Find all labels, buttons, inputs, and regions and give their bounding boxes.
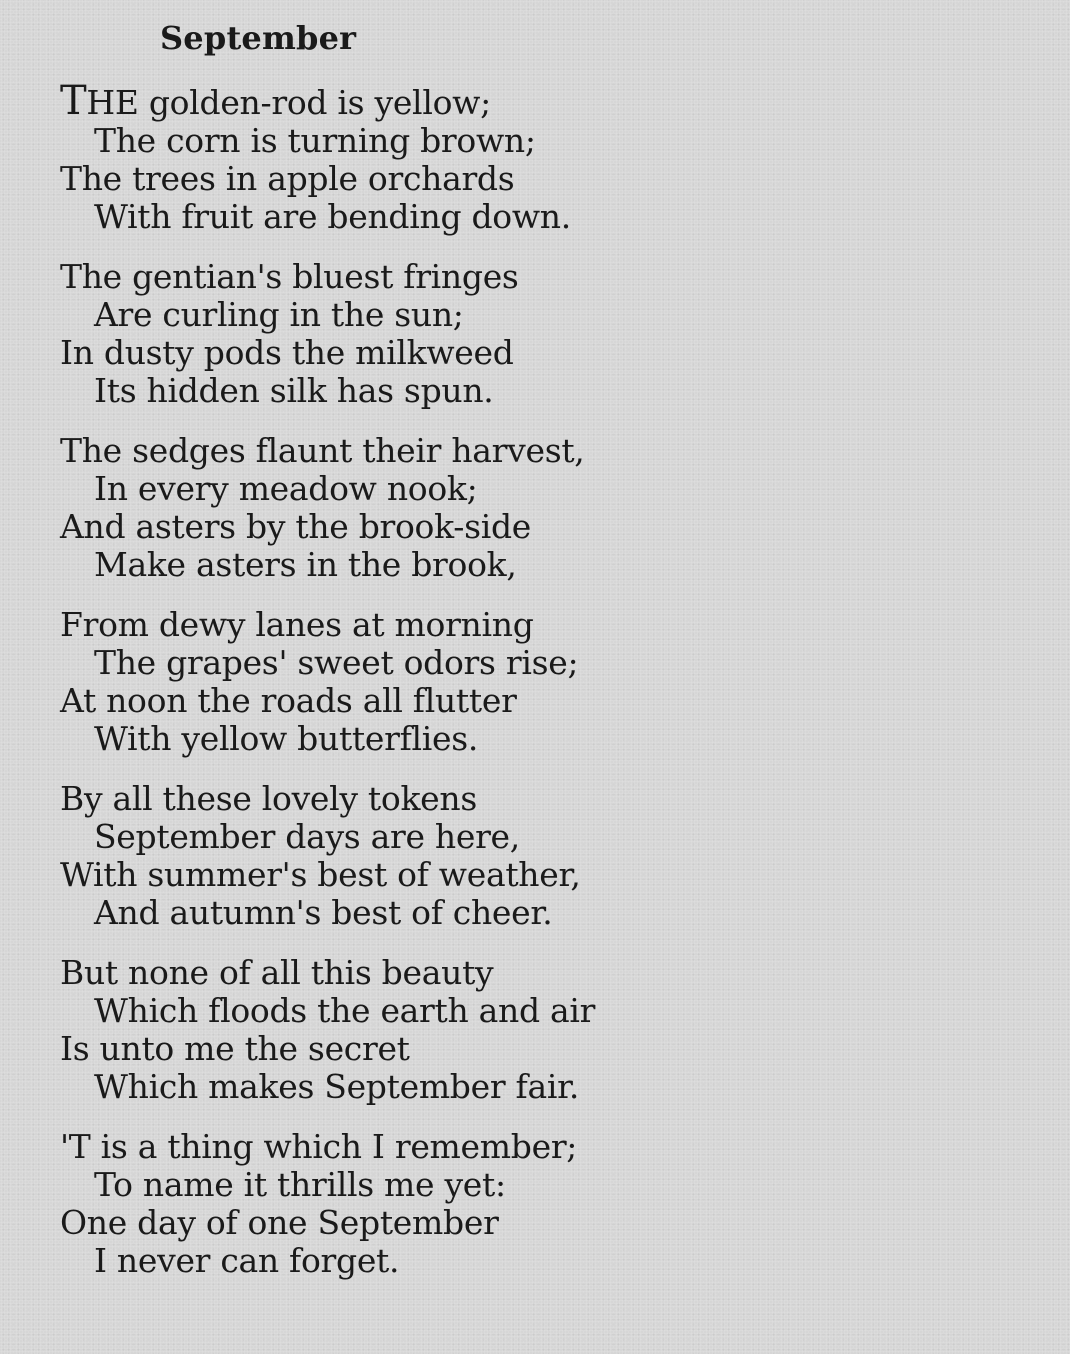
stanza-4 — [60, 606, 1020, 758]
poem-line: But none of all this beauty — [60, 953, 494, 992]
poem-line: Is unto me the secret — [60, 1029, 410, 1068]
poem-line: The corn is turning brown; — [94, 121, 536, 160]
poem-body — [60, 78, 1020, 1302]
poem-line: In dusty pods the milkweed — [60, 333, 514, 372]
poem-line: At noon the roads all flutter — [60, 681, 517, 720]
poem-line: I never can forget. — [94, 1241, 400, 1280]
poem-line: In every meadow nook; — [94, 469, 478, 508]
poem-line: Which floods the earth and air — [94, 991, 596, 1030]
poem-line: One day of one September — [60, 1203, 499, 1242]
poem-line: By all these lovely tokens — [60, 779, 477, 818]
poem-line: With fruit are bending down. — [94, 197, 571, 236]
poem-line: 'T is a thing which I remember; — [60, 1127, 578, 1166]
poem-line: And asters by the brook-side — [60, 507, 532, 546]
stanza-5 — [60, 780, 1020, 932]
poem-line: Are curling in the sun; — [94, 295, 464, 334]
stanza-6 — [60, 954, 1020, 1106]
poem-line: September days are here, — [94, 817, 520, 856]
poem-line: With summer's best of weather, — [60, 855, 581, 894]
drop-cap: T — [60, 78, 87, 124]
poem-line: To name it thrills me yet: — [94, 1165, 506, 1204]
stanza-3 — [60, 432, 1020, 584]
poem-line-text: HE golden-rod is yellow; — [86, 83, 491, 122]
poem-line: The grapes' sweet odors rise; — [94, 643, 579, 682]
stanza-7 — [60, 1128, 1020, 1280]
poem-line: Which makes September fair. — [94, 1067, 580, 1106]
poem-line: Its hidden silk has spun. — [94, 371, 494, 410]
poem-line: The trees in apple orchards — [60, 159, 515, 198]
poem-line: The gentian's bluest fringes — [60, 257, 519, 296]
poem-line: Make asters in the brook, — [94, 545, 517, 584]
poem-line: From dewy lanes at morning — [60, 605, 534, 644]
stanza-1 — [60, 78, 1020, 236]
poem-line: And autumn's best of cheer. — [94, 893, 553, 932]
poem-title: September — [160, 19, 357, 57]
poem-line: With yellow butterflies. — [94, 719, 479, 758]
poem-line: The sedges flaunt their harvest, — [60, 431, 585, 470]
stanza-2 — [60, 258, 1020, 410]
poem-line — [60, 78, 1020, 124]
